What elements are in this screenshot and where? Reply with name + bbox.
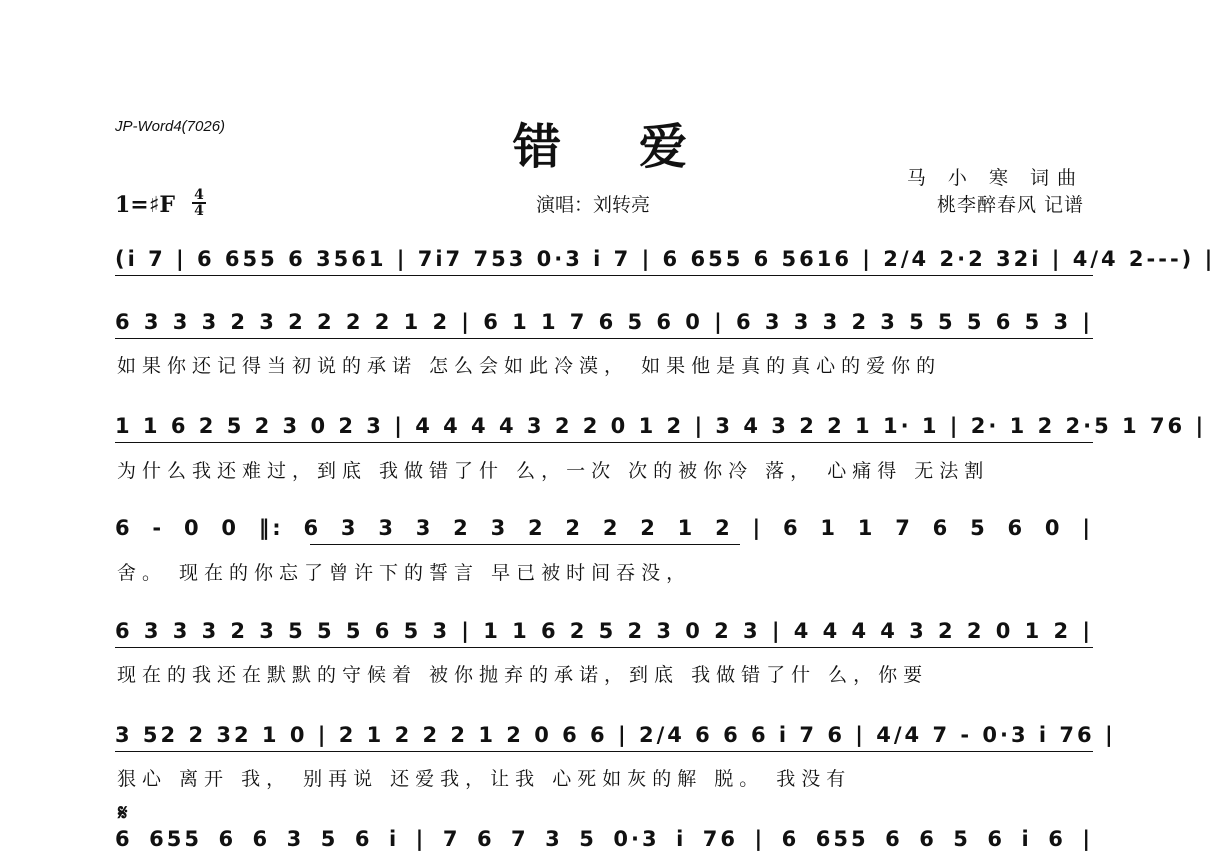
time-signature-bottom: 4 bbox=[194, 203, 204, 219]
beam-line-2 bbox=[115, 338, 1093, 341]
beam-line-5 bbox=[115, 647, 1093, 650]
segno-sign: 𝄋 bbox=[118, 800, 128, 826]
lyrics-line-2: 如果你还记得当初说的承诺 怎么会如此冷漠， 如果他是真的真心的爱你的 bbox=[117, 355, 942, 377]
notation-line-4: 6 - 0 0 ‖: 6 3 3 3 2 3 2 2 2 2 1 2 | 6 1 1 7 6 5 6 0 | bbox=[115, 516, 1093, 540]
lyrics-line-6: 狠心 离开 我， 别再说 还爱我，让我 心死如灰的解 脱。 我没有 bbox=[117, 768, 852, 790]
lyrics-line-3: 为什么我还难过，到底 我做错了什 么，一次 次的被你冷 落， 心痛得 无法割 bbox=[117, 460, 990, 482]
transcriber-credit: 桃李醉春风 记谱 bbox=[936, 194, 1084, 216]
notation-line-1: (i 7 | 6 655 6 3561 | 7i7 753 0·3 i 7 | 6 655 6 5616 | 2/4 2·2 32i | 4/4 2---) | bbox=[115, 247, 1215, 271]
notation-line-3: 1 1 6 2 5 2 3 0 2 3 | 4 4 4 4 3 2 2 0 1 2 | 3 4 3 2 2 1 1· 1 | 2· 1 2 2·5 1 76 | bbox=[115, 414, 1207, 438]
time-signature-top: 4 bbox=[194, 187, 204, 203]
singer-credit: 演唱：刘转亮 bbox=[536, 194, 651, 216]
notation-line-7: 6 655 6 6 3 5 6 i | 7 6 7 3 5 0·3 i 76 | 6 655 6 6 5 6 i 6 | bbox=[115, 827, 1093, 851]
beam-line-4 bbox=[310, 544, 740, 547]
lyrics-line-5: 现在的我还在默默的守候着 被你抛弃的承诺，到底 我做错了什 么，你要 bbox=[117, 664, 929, 686]
beam-line-1 bbox=[115, 275, 1093, 278]
key-signature: 1=♯F bbox=[115, 192, 176, 218]
time-signature bbox=[192, 188, 206, 218]
beam-line-3 bbox=[115, 442, 1093, 445]
lyrics-line-4: 舍。 现在的你忘了曾许下的誓言 早已被时间吞没， bbox=[117, 562, 692, 584]
software-watermark: JP-Word4(7026) bbox=[115, 118, 226, 135]
composer-credit: 马 小 寒 词曲 bbox=[906, 167, 1084, 189]
song-title: 错爱 bbox=[512, 119, 765, 175]
notation-line-2: 6 3 3 3 2 3 2 2 2 2 1 2 | 6 1 1 7 6 5 6 0 | 6 3 3 3 2 3 5 5 5 6 5 3 | bbox=[115, 310, 1093, 334]
notation-line-5: 6 3 3 3 2 3 5 5 5 6 5 3 | 1 1 6 2 5 2 3 0 2 3 | 4 4 4 4 3 2 2 0 1 2 | bbox=[115, 619, 1093, 643]
notation-line-6: 3 52 2 32 1 0 | 2 1 2 2 2 1 2 0 6 6 | 2/4 6 6 6 i 7 6 | 4/4 7 - 0·3 i 76 | bbox=[115, 723, 1116, 747]
beam-line-6 bbox=[115, 751, 1093, 754]
